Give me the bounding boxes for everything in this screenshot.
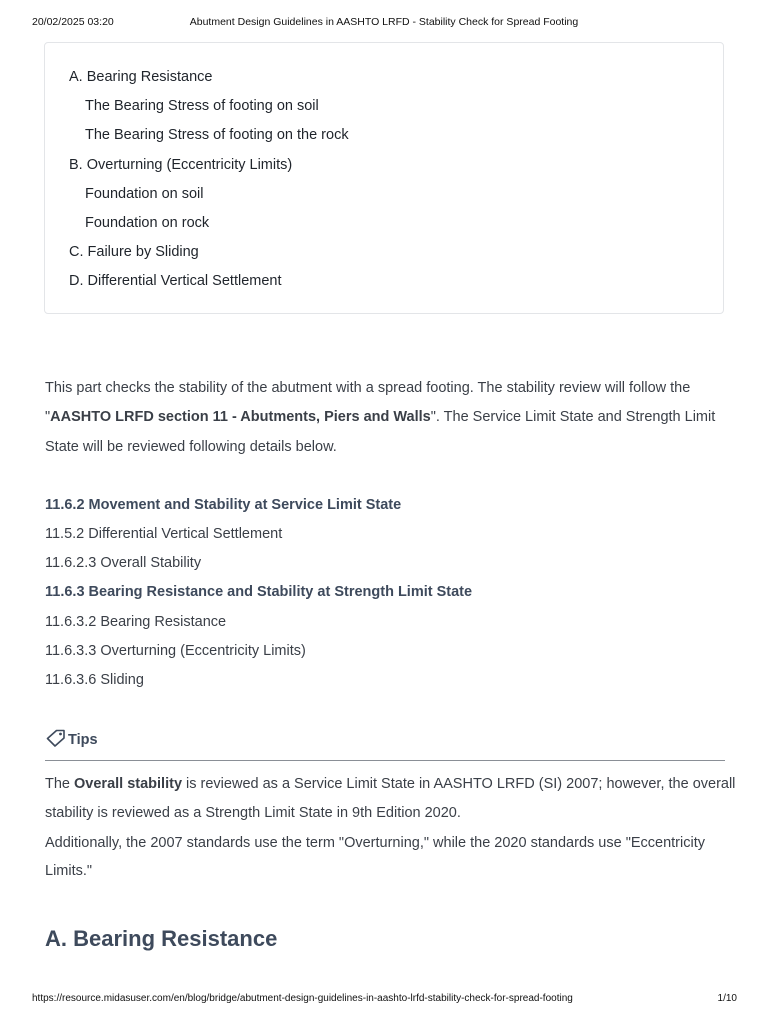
print-header <box>0 16 768 30</box>
service-limit-title: 11.6.2 Movement and Stability at Service Limit State <box>45 497 402 513</box>
tips-line-1 <box>45 775 735 793</box>
tips-label-text: Tips <box>68 732 98 748</box>
tips-overall-stability: Overall stability <box>74 776 183 792</box>
toc-item-foundation-rock[interactable]: Foundation on rock <box>85 215 210 231</box>
strength-item: 11.6.3.6 Sliding <box>45 672 144 688</box>
tips-line-1-rest: is reviewed as a Service Limit State in AASHTO LRFD (SI) 2007; however, the overall <box>182 776 736 792</box>
strength-item: 11.6.3.2 Bearing Resistance <box>45 614 227 630</box>
print-datetime: 20/02/2025 03:20 <box>32 16 114 28</box>
tips-divider <box>45 760 725 761</box>
tips-line-4: Limits." <box>45 863 93 879</box>
toc-item-foundation-soil[interactable]: Foundation on soil <box>85 186 204 202</box>
toc-item-bearing-rock[interactable]: The Bearing Stress of footing on the rock <box>85 127 349 143</box>
tips-line-2: stability is reviewed as a Strength Limit State in 9th Edition 2020. <box>45 805 461 821</box>
service-item: 11.5.2 Differential Vertical Settlement <box>45 526 283 542</box>
tips-line-3: Additionally, the 2007 standards use the term "Overturning," while the 2020 standards use "Eccentricity <box>45 835 705 851</box>
print-title: Abutment Design Guidelines in AASHTO LRFD - Stability Check for Spread Footing <box>189 16 579 28</box>
print-url: https://resource.midasuser.com/en/blog/bridge/abutment-design-guidelines-in-aashto-lrfd-stability-check-for-spread-footing <box>32 993 573 1004</box>
tips-line-1-start: The <box>45 776 75 792</box>
page-number: 1/10 <box>717 993 737 1004</box>
toc-item-overturning[interactable]: B. Overturning (Eccentricity Limits) <box>69 157 293 173</box>
intro-line-2-rest: ". The Service Limit State and Strength Limit <box>430 409 716 425</box>
intro-line-2 <box>45 408 715 426</box>
section-heading-bearing-resistance: A. Bearing Resistance <box>45 926 278 951</box>
print-footer <box>0 993 768 1007</box>
intro-quote-open: " <box>45 409 51 425</box>
strength-limit-title: 11.6.3 Bearing Resistance and Stability at Strength Limit State <box>45 584 473 600</box>
tag-icon <box>46 729 66 747</box>
intro-standard-name: AASHTO LRFD section 11 - Abutments, Piers and Walls <box>50 409 431 425</box>
tips-label <box>46 729 98 749</box>
table-of-contents <box>44 42 724 314</box>
toc-item-sliding[interactable]: C. Failure by Sliding <box>69 244 199 260</box>
intro-line-3: State will be reviewed following details below. <box>45 439 337 455</box>
toc-item-bearing-soil[interactable]: The Bearing Stress of footing on soil <box>85 98 319 114</box>
intro-line-1: This part checks the stability of the abutment with a spread footing. The stability review will follow the <box>45 380 691 396</box>
service-item: 11.6.2.3 Overall Stability <box>45 555 202 571</box>
toc-item-settlement[interactable]: D. Differential Vertical Settlement <box>69 273 282 289</box>
toc-item-bearing-resistance[interactable]: A. Bearing Resistance <box>69 69 213 85</box>
strength-item: 11.6.3.3 Overturning (Eccentricity Limits) <box>45 643 306 659</box>
